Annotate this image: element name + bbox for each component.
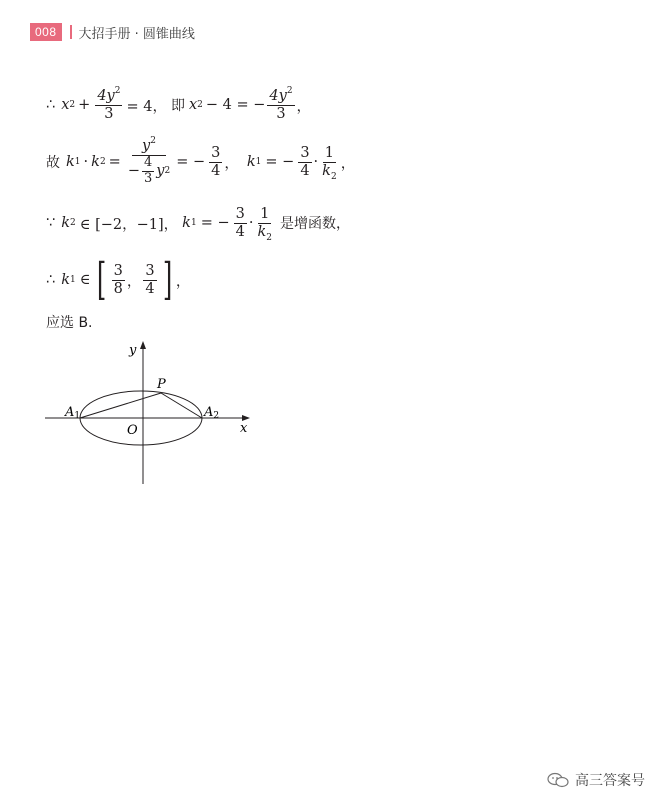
subscript: 2	[266, 232, 272, 243]
fraction-1-k2	[255, 206, 274, 243]
var-k: k	[182, 215, 191, 232]
denominator: 3	[143, 170, 153, 186]
minus: −	[127, 162, 140, 179]
fraction-3-4-b	[298, 145, 311, 179]
var-x: x	[188, 97, 198, 114]
var-y: y	[156, 162, 165, 179]
numerator: 4y	[269, 88, 287, 104]
label-a1	[64, 405, 80, 421]
dot: ·	[248, 215, 254, 232]
comma: ，	[340, 155, 356, 172]
equation-line-1: ∴ x 2 + $\frac{4y^2}{3}$ = 4， 即 x 2 − 4 = − $\frac{4y^2}{3}$ ，	[46, 86, 312, 122]
var-x: x	[61, 97, 70, 114]
answer-line	[46, 312, 93, 332]
denominator: 4	[300, 162, 310, 179]
denominator: 4	[211, 162, 221, 179]
brand-text: 高三答案号	[575, 773, 645, 789]
subscript: 2	[330, 171, 337, 182]
comma: ，	[296, 98, 312, 115]
fraction-3-4	[209, 145, 222, 179]
equals: =	[108, 154, 121, 171]
numerator: 3	[300, 145, 310, 162]
var-k: k	[322, 162, 331, 179]
page-header	[30, 22, 195, 42]
fraction-3-8	[112, 263, 125, 297]
label-p: P	[157, 377, 166, 392]
right-bracket: ]	[162, 254, 172, 305]
answer-text: 应选 B.	[46, 315, 93, 331]
label-a2	[203, 405, 219, 421]
label-a2-letter: A	[204, 405, 214, 420]
dot: ·	[83, 154, 89, 171]
equation-line-3: ∵ k 2 ∈ [−2，−1]， k 1 = − $\frac{3}{4}$ · $\frac{1}{k_2}$ 是增函数，	[46, 206, 350, 243]
fraction-3-4	[143, 263, 156, 297]
segment-a1-p	[80, 393, 161, 418]
equals-minus: = −	[200, 215, 230, 232]
exponent: 2	[150, 136, 156, 146]
equals-4: = 4，	[126, 98, 167, 115]
equation-line-2: 故 k 1 · k 2 = $y^2$ − $\frac{4}{3}$ y 2 = − $\frac{3}{4}$ ， k 1 = − $\frac{3}{4}$ · $\frac{1}{k_2}$ ，	[46, 136, 356, 186]
fraction-4y2-3	[95, 88, 122, 122]
denominator: 8	[113, 280, 123, 297]
element-of: ∈	[79, 272, 91, 288]
book-title: 大招手册 · 圆锥曲线	[78, 26, 195, 42]
label-a1-subscript: 1	[74, 411, 81, 421]
comma: ，	[175, 273, 191, 290]
denominator: 3	[276, 105, 286, 122]
word-gu: 故	[46, 155, 60, 172]
fraction-3-4	[234, 206, 247, 240]
denominator: 4	[235, 223, 245, 240]
y-axis-arrow	[140, 341, 146, 349]
wechat-icon	[547, 772, 569, 788]
comma: ，	[224, 155, 239, 172]
numerator: 3	[145, 262, 155, 279]
equals-minus: = −	[265, 154, 295, 171]
numerator: 3	[113, 262, 123, 279]
watermark	[547, 770, 645, 790]
var-k: k	[61, 215, 71, 232]
numerator: 4y	[97, 88, 115, 104]
equation-line-4: ∴ k 1 ∈ [ $\frac{3}{8}$ ， $\frac{3}{4}$ ] ，	[46, 254, 191, 305]
plus-sign: +	[78, 97, 91, 114]
increasing-function-text: 是增函数，	[280, 216, 350, 233]
ellipse-diagram	[40, 336, 260, 486]
page-number: 008	[30, 23, 62, 41]
comma: ，	[126, 273, 142, 290]
exponent: 2	[114, 86, 121, 96]
interval: ∈ [−2，−1]，	[79, 216, 179, 233]
label-x: x	[240, 421, 248, 436]
numerator: 3	[211, 145, 221, 162]
left-bracket: [	[96, 254, 106, 305]
var-k: k	[91, 154, 100, 171]
fraction-y2-over: $y^2$ − $\frac{4}{3}$ y 2	[127, 136, 171, 186]
var-k: k	[246, 154, 256, 171]
fraction-1-k2	[320, 145, 339, 182]
denominator: 3	[104, 105, 114, 122]
var-k: k	[66, 154, 75, 171]
denominator: 4	[145, 280, 155, 297]
var-k: k	[257, 223, 267, 240]
because-symbol: ∵	[46, 215, 56, 232]
therefore-symbol: ∴	[46, 272, 56, 288]
var-k: k	[61, 272, 71, 288]
header-divider	[70, 25, 72, 39]
numerator: 3	[235, 206, 245, 222]
fraction-4y2-3-b	[267, 88, 294, 122]
word-ji: 即	[170, 98, 185, 115]
numerator: 1	[324, 145, 335, 162]
dot: ·	[313, 154, 319, 171]
label-origin: O	[127, 423, 138, 438]
numerator: 1	[260, 206, 270, 222]
numerator: y	[142, 138, 151, 154]
label-a2-subscript: 2	[213, 411, 220, 421]
exponent: 2	[286, 86, 293, 96]
numerator: 4	[143, 154, 153, 170]
minus-4-equals: − 4 = −	[205, 97, 266, 114]
label-y: y	[129, 343, 137, 358]
label-a1-letter: A	[65, 405, 75, 420]
equals-minus: = −	[176, 154, 206, 171]
therefore-symbol: ∴	[46, 97, 56, 114]
